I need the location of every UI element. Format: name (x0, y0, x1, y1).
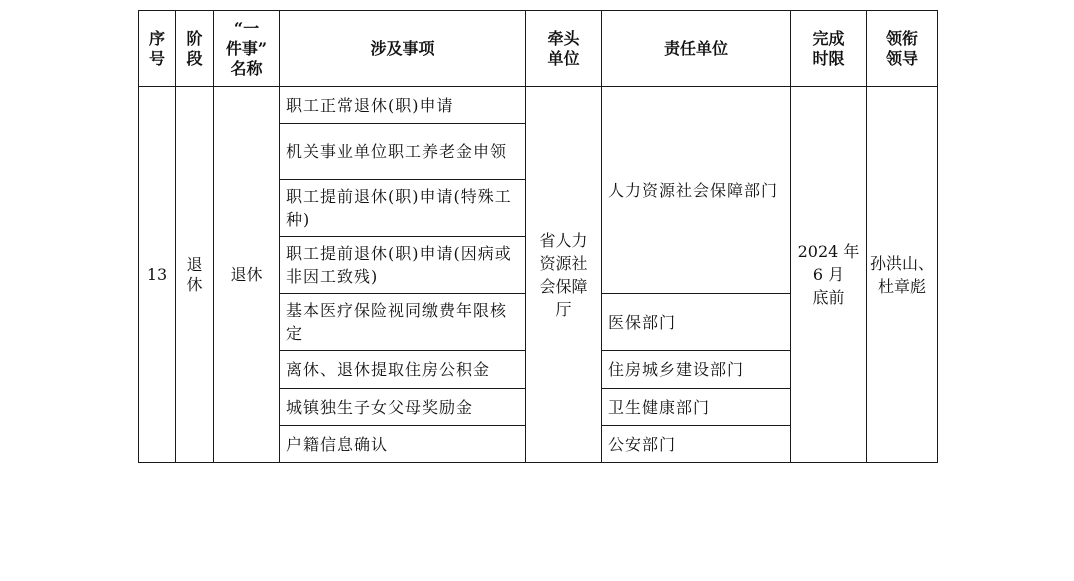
cell-matter: 职工正常退休(职)申请 (280, 87, 526, 124)
cell-matter: 职工提前退休(职)申请(因病或非因工致残) (280, 237, 526, 294)
cell-deadline: 2024 年 6 月 底前 (791, 87, 867, 463)
cell-resp-unit: 医保部门 (602, 294, 791, 351)
cell-item-name: 退休 (214, 87, 280, 463)
cell-matter: 户籍信息确认 (280, 426, 526, 463)
header-item-name: “一 件事” 名称 (214, 11, 280, 87)
cell-matter: 职工提前退休(职)申请(特殊工种) (280, 180, 526, 237)
header-leader: 领衔 领导 (867, 11, 938, 87)
cell-resp-unit: 公安部门 (602, 426, 791, 463)
cell-resp-unit: 人力资源社会保障部门 (602, 87, 791, 294)
header-lead-unit: 牵头 单位 (526, 11, 602, 87)
header-row (139, 11, 938, 87)
cell-resp-unit: 卫生健康部门 (602, 389, 791, 426)
cell-lead-unit: 省人力 资源社 会保障 厅 (526, 87, 602, 463)
cell-matter: 离休、退休提取住房公积金 (280, 351, 526, 389)
header-matters: 涉及事项 (280, 11, 526, 87)
cell-matter: 机关事业单位职工养老金申领 (280, 124, 526, 180)
header-stage: 阶 段 (176, 11, 214, 87)
cell-resp-unit: 住房城乡建设部门 (602, 351, 791, 389)
cell-leader: 孙洪山、 杜章彪 (867, 87, 938, 463)
cell-matter: 城镇独生子女父母奖励金 (280, 389, 526, 426)
responsibility-table (138, 10, 938, 463)
cell-stage: 退 休 (176, 87, 214, 463)
cell-matter: 基本医疗保险视同缴费年限核定 (280, 294, 526, 351)
header-resp-unit: 责任单位 (602, 11, 791, 87)
table-row (139, 87, 938, 124)
header-seq: 序 号 (139, 11, 176, 87)
cell-seq: 13 (139, 87, 176, 463)
header-deadline: 完成 时限 (791, 11, 867, 87)
